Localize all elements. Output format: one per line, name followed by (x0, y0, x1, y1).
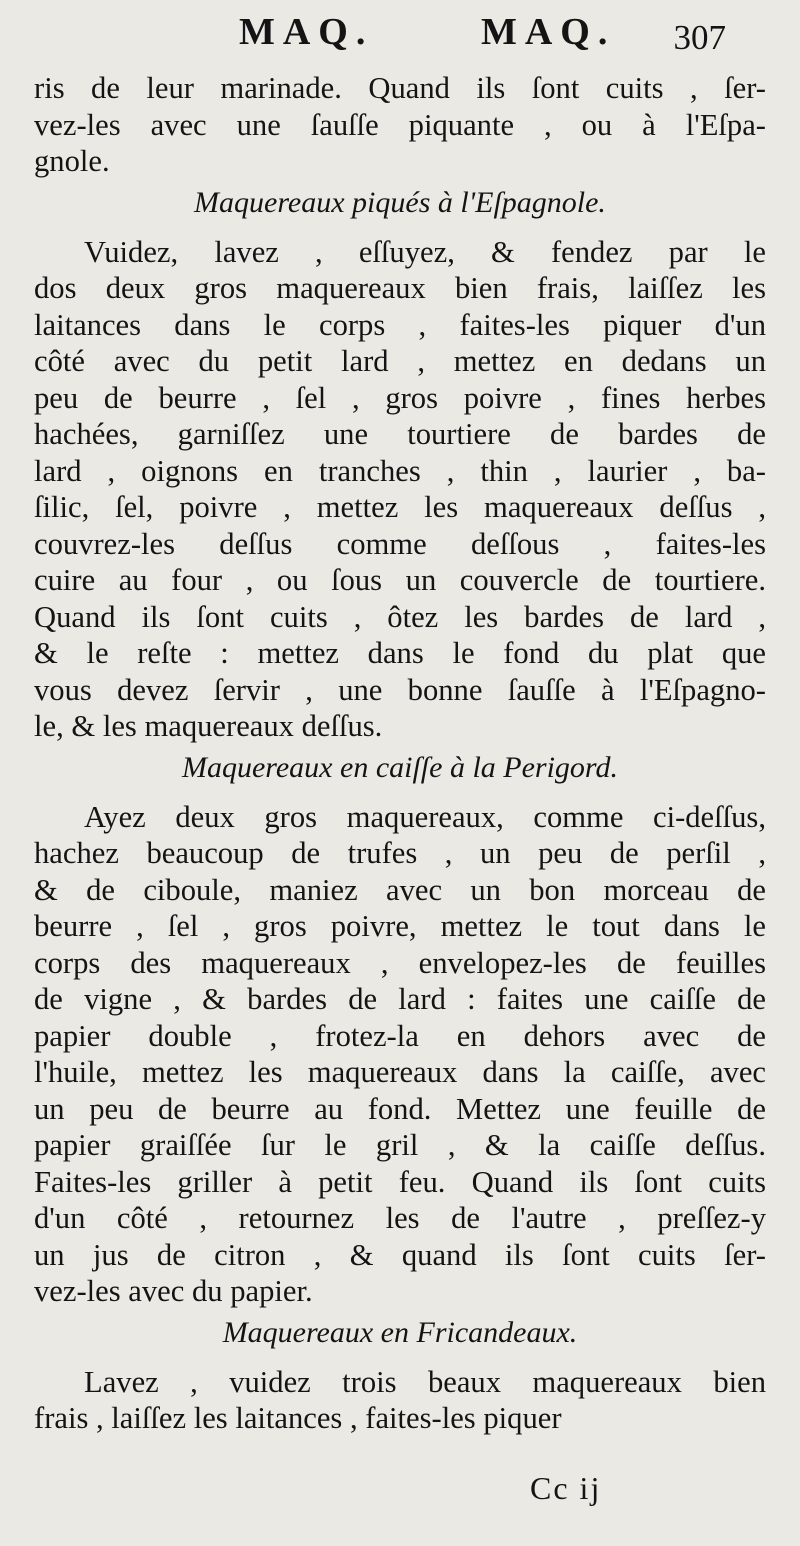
text-line: laitances dans le corps , faites-les piquer d'un (34, 307, 766, 342)
text-line: Vuidez, lavez , eſſuyez, & fendez par le (84, 234, 766, 269)
text-section (34, 70, 766, 180)
recipe-heading: Maquereaux piqués à l'Eſpagnole. (194, 185, 606, 219)
text-line: ris de leur marinade. Quand ils ſont cuits , ſer- (34, 71, 766, 105)
text-line: cuire au four , ou ſous un couvercle de tourtiere. (34, 563, 766, 597)
text-line: gnole. (34, 144, 110, 178)
signature-mark: Cc ij (530, 1470, 602, 1506)
body-text (34, 70, 766, 1437)
text-line: vez-les avec une ſauſſe piquante , ou à l'Eſpa- (34, 107, 766, 142)
text-section (34, 184, 766, 745)
text-line: & de ciboule, maniez avec un bon morceau de (34, 872, 766, 907)
text-line: de vigne , & bardes de lard : faites une caiſſe de (34, 982, 766, 1016)
text-line: frais , laiſſez les laitances , faites-les piquer (34, 1401, 562, 1435)
text-line: Quand ils ſont cuits , ôtez les bardes de lard , (34, 599, 766, 634)
text-line: lard , oignons en tranches , thin , laurier , ba- (34, 453, 766, 488)
text-line: ſilic, ſel, poivre , mettez les maquereaux deſſus , (34, 490, 766, 524)
text-line: vous devez ſervir , une bonne ſauſſe à l'Eſpagno- (34, 672, 766, 707)
text-line: côté avec du petit lard , mettez en dedans un (34, 344, 766, 378)
running-header (34, 0, 766, 70)
text-line: un jus de citron , & quand ils ſont cuits ſer- (34, 1237, 766, 1272)
text-line: un peu de beurre au fond. Mettez une feuille de (34, 1091, 766, 1126)
text-line: l'huile, mettez les maquereaux dans la caiſſe, avec (34, 1055, 766, 1089)
text-line: hachées, garniſſez une tourtiere de bardes de (34, 417, 766, 451)
recipe-heading: Maquereaux en caiſſe à la Perigord. (182, 750, 618, 784)
text-section (34, 749, 766, 1310)
text-line: & le reſte : mettez dans le fond du plat que (34, 636, 766, 670)
text-section (34, 1314, 766, 1437)
text-line: dos deux gros maquereaux bien frais, laiſſez les (34, 271, 766, 305)
text-line: hachez beaucoup de trufes , un peu de perſil , (34, 836, 766, 870)
text-line: le, & les maquereaux deſſus. (34, 709, 383, 743)
text-line: vez-les avec du papier. (34, 1274, 313, 1308)
text-line: papier graiſſée ſur le gril , & la caiſſe deſſus. (34, 1128, 766, 1162)
text-line: peu de beurre , ſel , gros poivre , fines herbes (34, 380, 766, 415)
text-line: papier double , frotez-la en dehors avec de (34, 1018, 766, 1053)
text-line: corps des maquereaux , envelopez-les de feuilles (34, 945, 766, 980)
text-line: Faites-les griller à petit feu. Quand ils ſont cuits (34, 1164, 766, 1199)
text-line: Ayez deux gros maquereaux, comme ci-deſſus, (84, 799, 766, 834)
running-title-right: MAQ. (481, 11, 616, 53)
running-title-left: MAQ. (239, 11, 374, 53)
text-line: beurre , ſel , gros poivre, mettez le tout dans le (34, 909, 766, 943)
text-line: d'un côté , retournez les de l'autre , preſſez-y (34, 1201, 766, 1235)
page-number: 307 (673, 18, 726, 57)
text-line: Lavez , vuidez trois beaux maquereaux bien (84, 1364, 766, 1399)
recipe-heading: Maquereaux en Fricandeaux. (222, 1315, 578, 1349)
text-line: couvrez-les deſſus comme deſſous , faites-les (34, 526, 766, 561)
